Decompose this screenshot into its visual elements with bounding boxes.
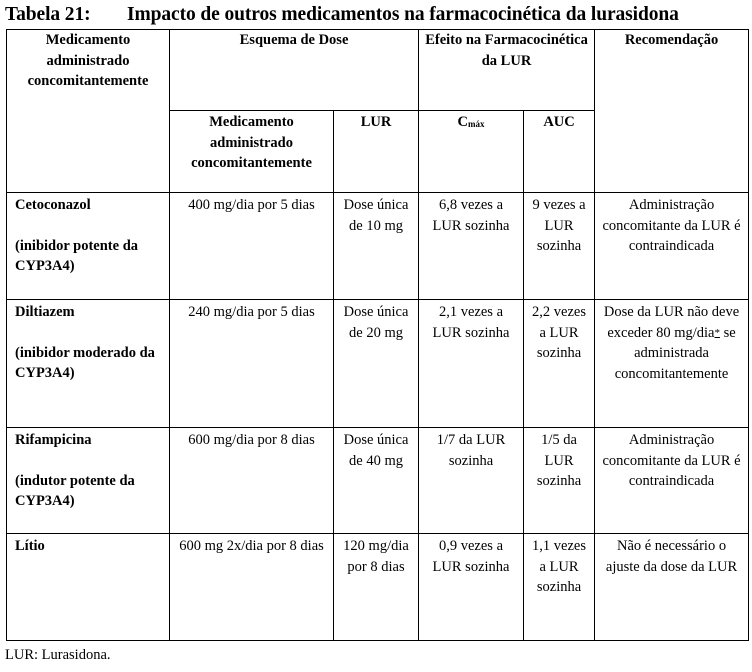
drug-cell [7, 534, 170, 641]
recommendation-cell [595, 300, 749, 428]
cmax-label: C [457, 114, 468, 130]
recommendation-cell: Não é necessário o ajuste da dose da LUR [595, 534, 749, 641]
subheader-dose-lur: LUR [334, 111, 419, 193]
header-drug: Medicamento administrado concomitantemente [7, 30, 170, 193]
table-row [7, 534, 749, 641]
dose-lur-cell: 120 mg/dia por 8 dias [334, 534, 419, 641]
cmax-cell: 6,8 vezes a LUR sozinha [419, 193, 524, 300]
table-title [5, 4, 679, 26]
auc-cell: 1/5 da LUR sozinha [524, 428, 595, 534]
dose-drug-cell: 240 mg/dia por 5 dias [170, 300, 334, 428]
auc-cell: 2,2 vezes a LUR sozinha [524, 300, 595, 428]
dose-drug-cell: 400 mg/dia por 5 dias [170, 193, 334, 300]
drug-note: (inibidor potente da CYP3A4) [15, 237, 139, 274]
drug-cell [7, 193, 170, 300]
drug-cell [7, 300, 170, 428]
subheader-cmax [419, 111, 524, 193]
cmax-subscript: máx [468, 119, 485, 129]
auc-cell: 9 vezes a LUR sozinha [524, 193, 595, 300]
cmax-cell: 1/7 da LUR sozinha [419, 428, 524, 534]
dose-lur-cell: Dose única de 40 mg [334, 428, 419, 534]
dose-lur-cell: Dose única de 20 mg [334, 300, 419, 428]
cmax-cell: 2,1 vezes a LUR sozinha [419, 300, 524, 428]
header-effect: Efeito na Farmacocinética da LUR [419, 30, 595, 111]
table-row [7, 193, 749, 300]
table-row [7, 300, 749, 428]
footnote: LUR: Lurasidona. [5, 647, 111, 663]
drug-note: (indutor potente da CYP3A4) [15, 472, 135, 509]
subheader-dose-drug: Medicamento administrado concomitantemente [170, 111, 334, 193]
recommendation-text-cont: se administrada concomitantemente [614, 324, 736, 382]
header-row [7, 30, 749, 111]
subheader-auc: AUC [524, 111, 595, 193]
table-number: Tabela 21: [5, 4, 91, 25]
drug-note: (inibidor moderado da CYP3A4) [15, 344, 155, 381]
drug-cell [7, 428, 170, 534]
cmax-cell: 0,9 vezes a LUR sozinha [419, 534, 524, 641]
footnote-marker[interactable]: * [714, 326, 720, 339]
recommendation-cell: Administração concomitante da LUR é contraindicada [595, 193, 749, 300]
dose-lur-cell: Dose única de 10 mg [334, 193, 419, 300]
table-row [7, 428, 749, 534]
dose-drug-cell: 600 mg/dia por 8 dias [170, 428, 334, 534]
drug-name: Diltiazem [15, 304, 75, 320]
header-recommendation: Recomendação [595, 30, 749, 193]
recommendation-cell: Administração concomitante da LUR é contraindicada [595, 428, 749, 534]
auc-cell: 1,1 vezes a LUR sozinha [524, 534, 595, 641]
table-caption: Impacto de outros medicamentos na farmacocinética da lurasidona [127, 4, 679, 25]
interaction-table [6, 29, 749, 641]
drug-name: Lítio [15, 538, 45, 554]
recommendation-text: Dose da LUR não deve exceder 80 mg/dia [603, 304, 740, 341]
dose-drug-cell: 600 mg 2x/dia por 8 dias [170, 534, 334, 641]
header-dose-scheme: Esquema de Dose [170, 30, 419, 111]
drug-name: Rifampicina [15, 432, 92, 448]
drug-name: Cetoconazol [15, 197, 91, 213]
